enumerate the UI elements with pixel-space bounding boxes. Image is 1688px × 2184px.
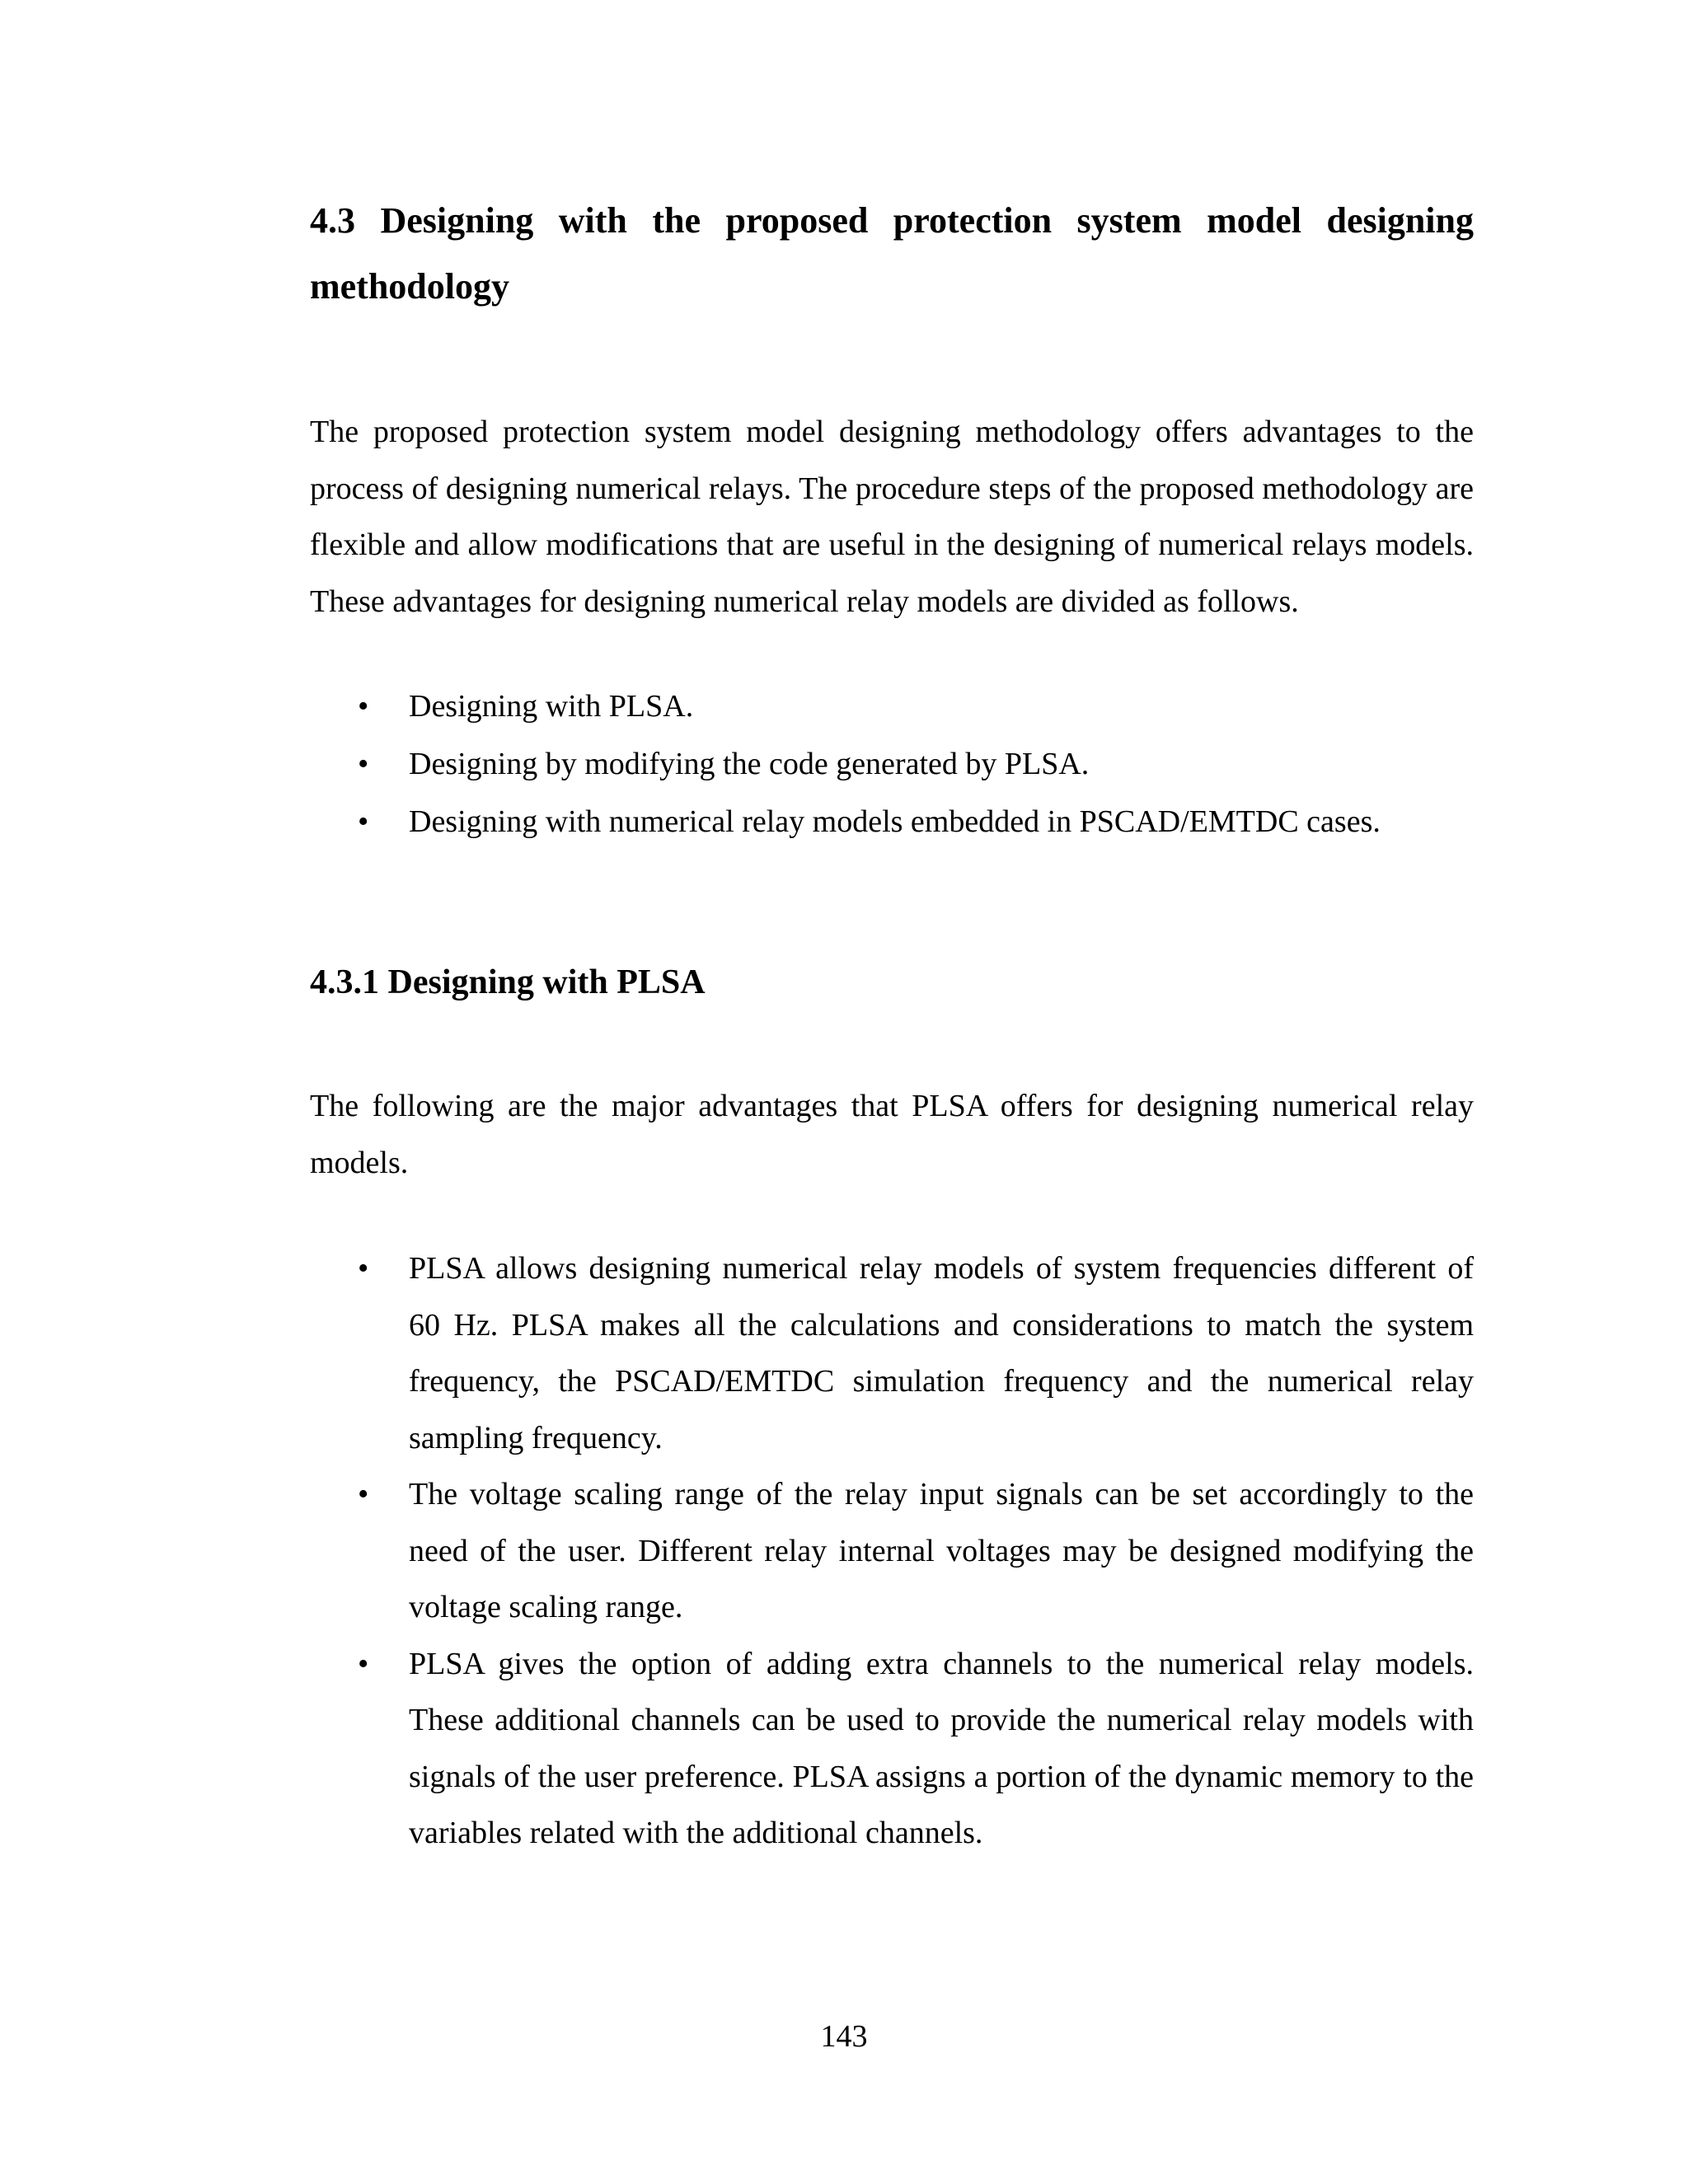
list-item	[310, 735, 1474, 793]
list-item	[310, 677, 1474, 735]
spacer	[310, 1007, 1474, 1078]
bullet-icon: •	[358, 1477, 369, 1511]
list-item-text: PLSA allows designing numerical relay models of system frequencies different of 60 Hz. PLSA makes all the calculations and considerations to match the system frequency, the PSCAD/EMTDC simulation frequency and the numerical relay sampling frequency.	[409, 1251, 1474, 1455]
list-item	[310, 1636, 1474, 1862]
bullet-icon: •	[358, 804, 369, 839]
bullet-icon: •	[358, 747, 369, 781]
list-item-text: PLSA gives the option of adding extra channels to the numerical relay models. These additional channels can be used to provide the numerical relay models with signals of the user preference. PLSA assigns a portion of the dynamic memory to the variables related with the additional channels.	[409, 1646, 1474, 1850]
subsection-heading: 4.3.1 Designing with PLSA	[310, 963, 706, 1001]
section-heading: 4.3 Designing with the proposed protection system model designing methodology	[310, 200, 1474, 307]
spacer	[310, 630, 1474, 677]
list-item	[310, 1240, 1474, 1466]
spacer	[310, 851, 1474, 958]
section-bullet-list	[310, 677, 1474, 851]
bullet-icon: •	[358, 689, 369, 724]
spacer	[310, 320, 1474, 404]
page-number: 143	[820, 2019, 868, 2054]
subsection-bullet-list	[310, 1240, 1474, 1862]
spacer	[310, 1191, 1474, 1240]
list-item-text: Designing with PLSA.	[409, 689, 694, 724]
list-item-text: The voltage scaling range of the relay input signals can be set accordingly to the need of the user. Different relay internal voltages may be designed modifying the voltage scaling range.	[409, 1477, 1474, 1624]
subsection-intro-paragraph: The following are the major advantages that PLSA offers for designing numerical relay models.	[310, 1089, 1474, 1180]
list-item	[310, 1466, 1474, 1636]
list-item-text: Designing by modifying the code generated by PLSA.	[409, 747, 1090, 781]
bullet-icon: •	[358, 1646, 369, 1681]
list-item-text: Designing with numerical relay models embedded in PSCAD/EMTDC cases.	[409, 804, 1381, 839]
list-item	[310, 793, 1474, 851]
bullet-icon: •	[358, 1251, 369, 1286]
section-intro-paragraph: The proposed protection system model designing methodology offers advantages to the process of designing numerical relays. The procedure steps of the proposed methodology are flexible and allow modifications that are useful in the designing of numerical relays models. These advantages for designing numerical relay models are divided as follows.	[310, 415, 1474, 619]
page-content	[310, 188, 1474, 1862]
